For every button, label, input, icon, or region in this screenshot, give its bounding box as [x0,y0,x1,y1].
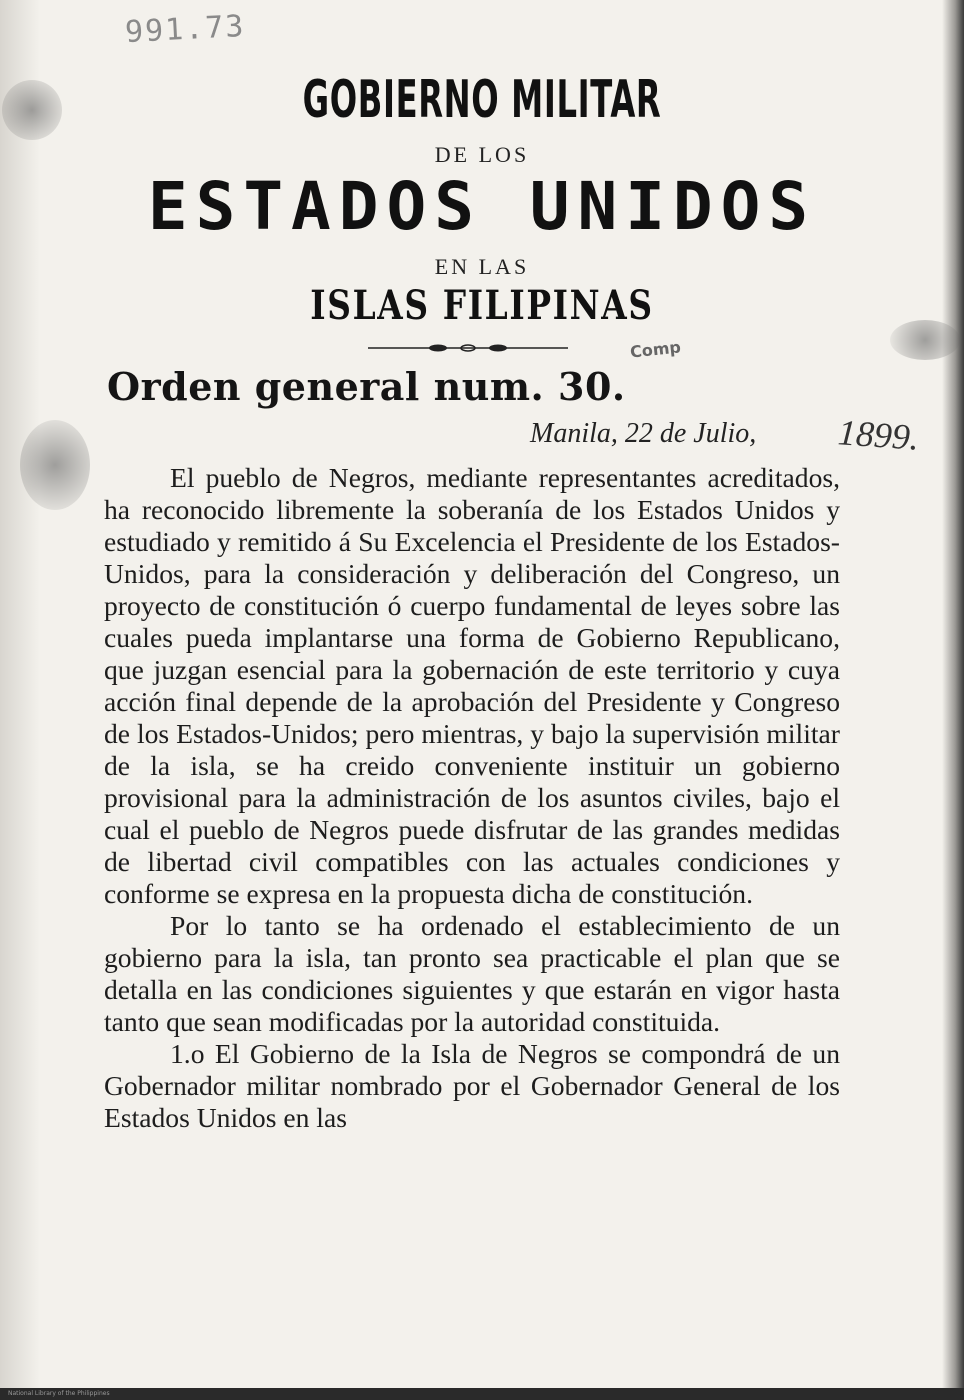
handwritten-year: 1899. [836,412,921,458]
ink-smudge [20,420,90,510]
header-line-1: GOBIERNO MILITAR [302,70,662,130]
ink-smudge [890,320,960,360]
faded-stamp: Comp [629,337,682,362]
body-paragraph: Por lo tanto se ha ordenado el establecimiento de un gobierno para la isla, tan pronto sea practicable el plan que se detalla en las condiciones siguientes y que estarán en vigor hasta tanto que sean modificadas por la autoridad constituida. [104,910,840,1037]
order-title: Orden general num. 30. [107,364,626,409]
dateline: Manila, 22 de Julio, [530,418,757,449]
body-paragraph: 1.o El Gobierno de la Isla de Negros se compondrá de un Gobernador militar nombrado por el Gobernador General de los Estados Unidos en las [104,1038,840,1133]
header-line-2: DE LOS [434,142,530,167]
document-body [104,462,840,1134]
footer-credit: National Library of the Philippines [0,1388,964,1400]
ink-smudge [2,80,62,140]
header-line-3: ESTADOS UNIDOS [147,168,817,245]
header-line-4: EN LAS [434,254,530,279]
ornamental-rule [368,343,568,353]
catalog-number: 991.73 [124,8,247,51]
body-paragraph: El pueblo de Negros, mediante representantes acreditados, ha reconocido libremente la soberanía de los Estados Unidos y estudiado y remitido á Su Excelencia el Presidente de los Estados-Unidos, para la consideración y deliberación del Congreso, un proyecto de constitución ó cuerpo fundamental de leyes sobre las cuales pueda implantarse una forma de Gobierno Republicano, que juzgan esencial para la gobernación de este territorio y cuya acción final depende de la aprobación del Presidente y Congreso de los Estados-Unidos; pero mientras, y bajo la supervisión militar de la isla, se ha creido conveniente instituir un gobierno provisional para la administración de los asuntos civiles, bajo el cual el pueblo de Negros puede disfrutar de las grandes medidas de libertad civil compatibles con las actuales condiciones y conforme se expresa en la propuesta dicha de constitución. [104,462,840,909]
header-line-5: ISLAS FILIPINAS [310,282,654,329]
